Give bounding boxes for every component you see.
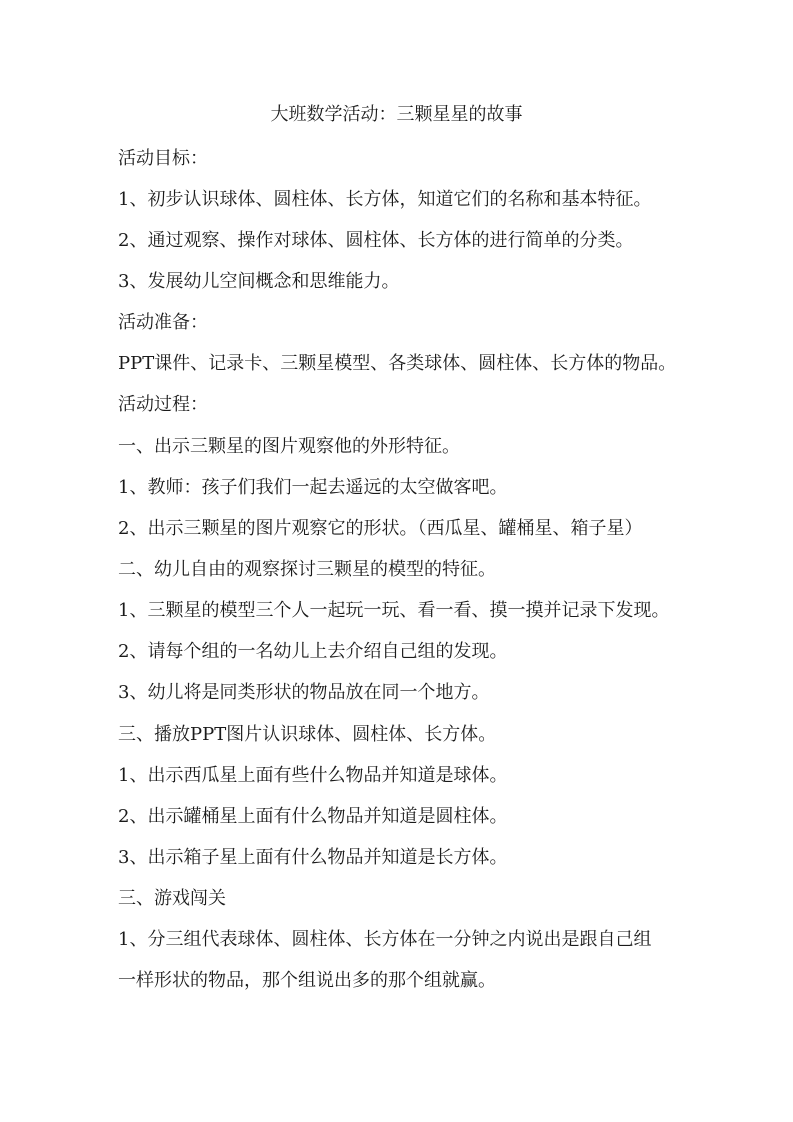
section-heading-process: 活动过程： [118, 394, 208, 415]
process-step-4-item-1-continued: 一样形状的物品，那个组说出多的那个组就赢。 [118, 970, 496, 991]
process-step-2-heading: 二、幼儿自由的观察探讨三颗星的模型的特征。 [118, 559, 496, 580]
process-step-4-item-1: 1、分三组代表球体、圆柱体、长方体在一分钟之内说出是跟自己组 [118, 929, 652, 950]
goal-item-1: 1、初步认识球体、圆柱体、长方体，知道它们的名称和基本特征。 [118, 189, 652, 210]
process-step-3-item-2: 2、出示罐桶星上面有什么物品并知道是圆柱体。 [118, 806, 508, 827]
process-step-1-item-1: 1、教师：孩子们我们一起去遥远的太空做客吧。 [118, 477, 508, 498]
process-step-2-item-3: 3、幼儿将是同类形状的物品放在同一个地方。 [118, 682, 490, 703]
process-step-4-heading: 三、游戏闯关 [118, 888, 226, 909]
section-heading-preparation: 活动准备： [118, 312, 208, 333]
process-step-1-item-2: 2、出示三颗星的图片观察它的形状。（西瓜星、罐桶星、箱子星） [118, 518, 643, 539]
process-step-3-item-1: 1、出示西瓜星上面有些什么物品并知道是球体。 [118, 765, 508, 786]
goal-item-2: 2、通过观察、操作对球体、圆柱体、长方体的进行简单的分类。 [118, 230, 634, 251]
section-heading-goals: 活动目标： [118, 148, 208, 169]
process-step-2-item-2: 2、请每个组的一名幼儿上去介绍自己组的发现。 [118, 641, 508, 662]
process-step-2-item-1: 1、三颗星的模型三个人一起玩一玩、看一看、摸一摸并记录下发现。 [118, 600, 670, 621]
preparation-text: PPT课件、记录卡、三颗星模型、各类球体、圆柱体、长方体的物品。 [118, 353, 677, 374]
process-step-3-heading: 三、播放PPT图片认识球体、圆柱体、长方体。 [118, 724, 497, 745]
process-step-1-heading: 一、出示三颗星的图片观察他的外形特征。 [118, 436, 460, 457]
goal-item-3: 3、发展幼儿空间概念和思维能力。 [118, 271, 400, 292]
process-step-3-item-3: 3、出示箱子星上面有什么物品并知道是长方体。 [118, 847, 508, 868]
document-title: 大班数学活动：三颗星星的故事 [270, 104, 523, 125]
